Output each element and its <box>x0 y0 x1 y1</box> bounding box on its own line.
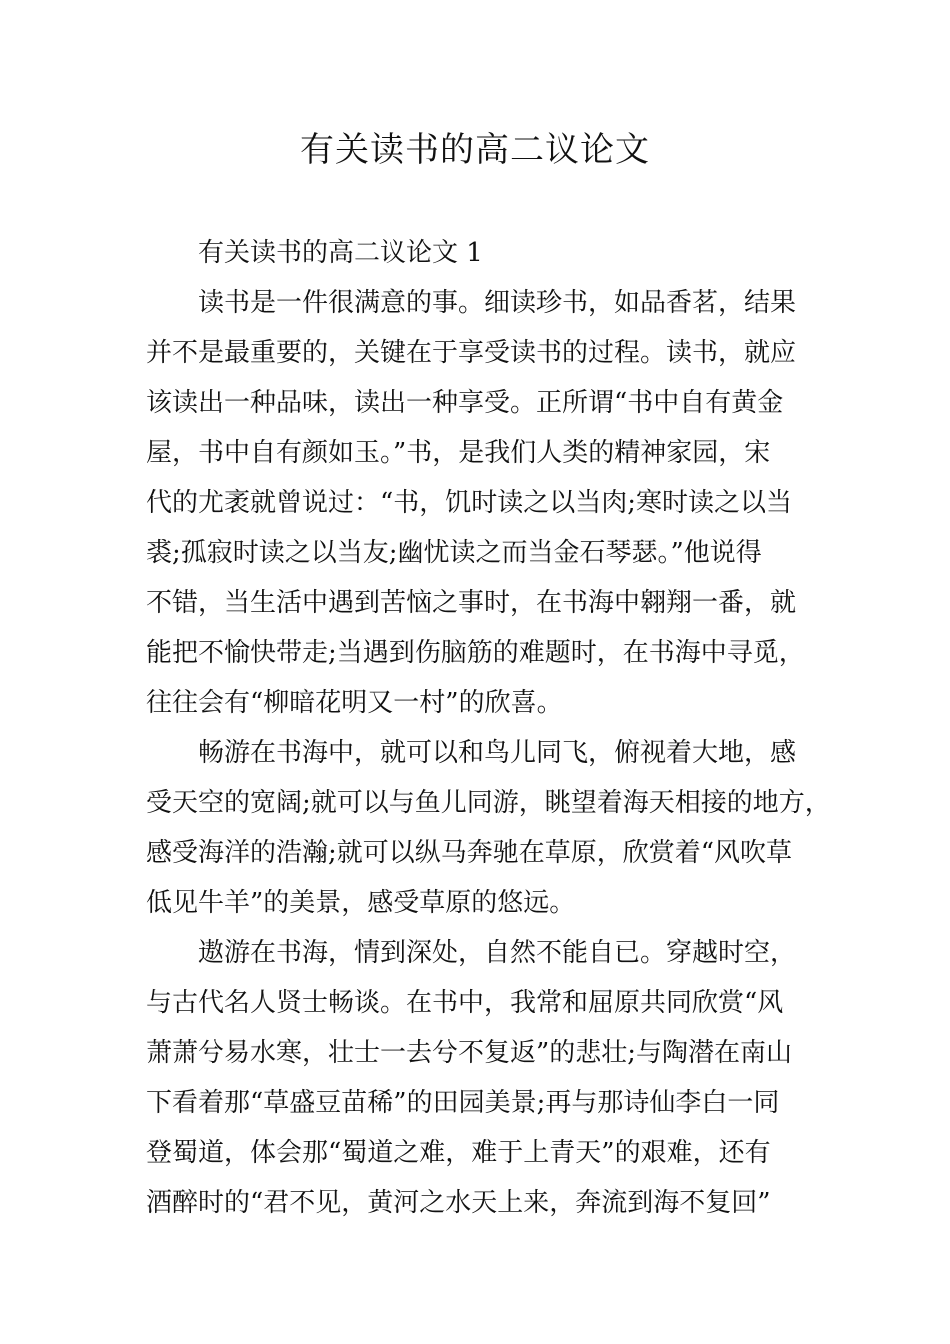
document-body <box>146 228 831 1228</box>
text-line: 遨游在书海，情到深处，自然不能自已。穿越时空， <box>198 938 797 968</box>
text-line: 萧萧兮易水寒，壮士一去兮不复返”的悲壮;与陶潜在南山 <box>146 1038 793 1068</box>
text-line: 登蜀道，体会那“蜀道之难，难于上青天”的艰难，还有 <box>146 1138 771 1168</box>
text-line: 畅游在书海中，就可以和鸟儿同飞，俯视着大地，感 <box>198 738 797 768</box>
text-line: 往往会有“柳暗花明又一村”的欣喜。 <box>146 688 563 718</box>
text-line: 裘;孤寂时读之以当友;幽忧读之而当金石琴瑟。”他说得 <box>146 538 762 568</box>
text-line: 能把不愉快带走;当遇到伤脑筋的难题时，在书海中寻觅， <box>146 638 805 668</box>
text-line: 读书是一件很满意的事。细读珍书，如品香茗，结果 <box>198 288 797 318</box>
text-line: 感受海洋的浩瀚;就可以纵马奔驰在草原，欣赏着“风吹草 <box>146 838 793 868</box>
text-line: 并不是最重要的，关键在于享受读书的过程。读书，就应 <box>146 338 797 368</box>
text-line: 该读出一种品味，读出一种享受。正所谓“书中自有黄金 <box>146 388 784 418</box>
text-line: 酒醉时的“君不见，黄河之水天上来，奔流到海不复回” <box>146 1188 771 1218</box>
text-line: 受天空的宽阔;就可以与鱼儿同游，眺望着海天相接的地方， <box>146 788 831 818</box>
text-line: 下看着那“草盛豆苗稀”的田园美景;再与那诗仙李白一同 <box>146 1088 780 1118</box>
text-line: 不错，当生活中遇到苦恼之事时，在书海中翱翔一番，就 <box>146 588 797 618</box>
text-line: 与古代名人贤士畅谈。在书中，我常和屈原共同欣赏“风 <box>146 988 784 1018</box>
text-line: 屋，书中自有颜如玉。”书，是我们人类的精神家园，宋 <box>146 438 771 468</box>
document-title: 有关读书的高二议论文 <box>300 130 650 170</box>
text-line: 低见牛羊”的美景，感受草原的悠远。 <box>146 888 576 918</box>
text-line: 有关读书的高二议论文 1 <box>198 238 483 268</box>
text-line: 代的尤袤就曾说过：“书，饥时读之以当肉;寒时读之以当 <box>146 488 793 518</box>
